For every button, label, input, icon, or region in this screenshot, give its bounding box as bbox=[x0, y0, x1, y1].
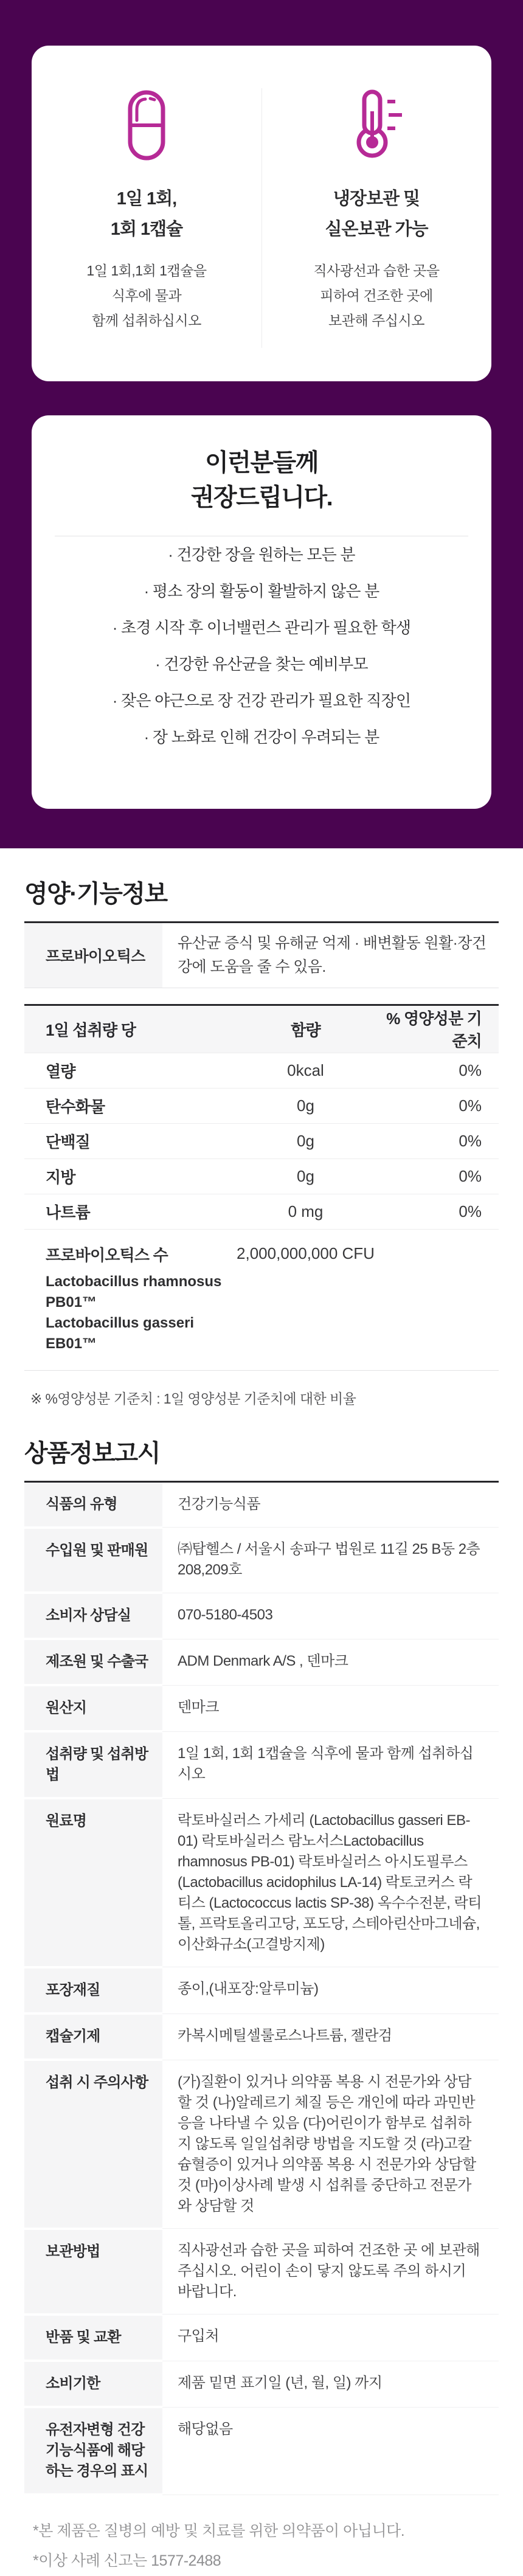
nutrient-name: 지방 bbox=[46, 1168, 75, 1186]
product-info-value: 락토바실러스 가세리 (Lactobacillus gasseri EB-01) 락토바실러스 람노서스Lactobacillus rhamnosus PB-01) 락토바실러스 아시도필루스(Lactobacillus acidophilus LA-14) 락토코커스 락티스 (Lactococcus lactis SP-38) 옥수수전분, 락티톨, 프락토올리고당, 포도당, 스테아린산마그네슘, 이산화규소(고결방지제) bbox=[162, 1798, 499, 1967]
nutrient-amount: 0g bbox=[297, 1096, 314, 1115]
recommendation-title: 이런분들께 권장드립니다. bbox=[190, 449, 333, 511]
dosage-instructions: 1일 1회,1회 1캡슐을 식후에 물과 함께 섭취하십시오 bbox=[86, 262, 207, 328]
product-info-value: 구입처 bbox=[162, 2315, 499, 2361]
disclaimer-line-1: *본 제품은 질병의 예방 및 치료를 위한 의약품이 아닙니다. bbox=[33, 2522, 405, 2540]
nutrition-header-dv: % 영양성분 기준치 bbox=[386, 1009, 482, 1050]
thermometer-icon bbox=[262, 89, 491, 164]
dosage-title-line1: 1일 1회, bbox=[116, 189, 177, 209]
product-info-row bbox=[24, 1593, 499, 1639]
storage-title-line2: 실온보관 가능 bbox=[325, 219, 428, 239]
recommendation-list bbox=[32, 536, 491, 755]
probiotics-label-block bbox=[24, 1243, 228, 1354]
nutrient-name: 단백질 bbox=[46, 1132, 90, 1151]
nutrient-dv: 0% bbox=[459, 1061, 482, 1079]
product-info-row bbox=[24, 1967, 499, 2013]
recommendation-item: · 평소 장의 활동이 활발하지 않은 분 bbox=[144, 581, 379, 600]
product-info-label: 캡슐기제 bbox=[24, 2013, 162, 2060]
dosage-title-line2: 1회 1캡슐 bbox=[110, 219, 183, 239]
nutrient-amount: 0kcal bbox=[287, 1061, 324, 1079]
nutrition-row bbox=[24, 1159, 499, 1194]
nutrient-amount: 0 mg bbox=[288, 1202, 324, 1220]
product-info-value: 건강기능식품 bbox=[162, 1481, 499, 1528]
function-label: 프로바이오틱스 bbox=[24, 923, 162, 988]
product-info-value: (가)질환이 있거나 의약품 복용 시 전문가와 상담할 것 (나)알레르기 체질 등은 개인에 따라 과민반응을 나타낼 수 있음 (다)어린이가 함부로 섭취하지 않도록 일일섭취량 방법을 지도할 것 (라)고칼슘혈증이 있거나 의약품 복용 시 전문가와 상담할 것 (마)이상사례 발생 시 섭취를 중단하고 전문가와 상담할 것 bbox=[162, 2060, 499, 2229]
hero-section bbox=[0, 0, 523, 848]
product-info-row bbox=[24, 1528, 499, 1593]
nutrition-row bbox=[24, 1194, 499, 1230]
disclaimer-line-2: *이상 사례 신고는 1577-2488 bbox=[33, 2552, 221, 2570]
probiotics-count-label: 프로바이오틱스 수 bbox=[46, 1245, 168, 1264]
product-info-value: ADM Denmark A/S , 덴마크 bbox=[162, 1639, 499, 1685]
product-info-row bbox=[24, 1731, 499, 1798]
nutrition-row bbox=[24, 1124, 499, 1159]
storage-column bbox=[262, 89, 491, 381]
disclaimer-block bbox=[24, 2496, 499, 2576]
product-info-row bbox=[24, 2013, 499, 2060]
nutrient-dv: 0% bbox=[459, 1131, 482, 1150]
nutrition-row bbox=[24, 1089, 499, 1124]
capsule-icon bbox=[32, 89, 262, 164]
nutrition-header-amount: 함량 bbox=[291, 1020, 320, 1039]
product-info-label: 원료명 bbox=[24, 1798, 162, 1967]
product-info-label: 유전자변형 건강 기능식품에 해당 하는 경우의 표시 bbox=[24, 2407, 162, 2495]
probiotics-cfu-value: 2,000,000,000 CFU bbox=[237, 1244, 375, 1262]
product-info-row bbox=[24, 1798, 499, 1967]
product-info-value: 종이,(내포장:알루미늄) bbox=[162, 1967, 499, 2013]
product-info-label: 수입원 및 판매원 bbox=[24, 1528, 162, 1593]
function-value: 유산균 증식 및 유해균 억제 · 배변활동 원활·장건강에 도움을 줄 수 있음. bbox=[178, 935, 487, 975]
recommendation-item: · 건강한 유산균을 찾는 예비부모 bbox=[155, 654, 368, 673]
dosage-column bbox=[32, 89, 262, 381]
nutrient-name: 탄수화물 bbox=[46, 1097, 105, 1116]
product-info-label: 제조원 및 수출국 bbox=[24, 1639, 162, 1685]
product-info-row bbox=[24, 1639, 499, 1685]
product-info-row bbox=[24, 2361, 499, 2407]
storage-title bbox=[262, 184, 491, 245]
product-info-section-title: 상품정보고시 bbox=[24, 1439, 160, 1467]
product-info-value: 제품 밑면 표기일 (년, 월, 일) 까지 bbox=[162, 2361, 499, 2407]
nutrient-amount: 0g bbox=[297, 1131, 314, 1150]
product-info-value: 1일 1회, 1회 1캡슐을 식후에 물과 함께 섭취하십시오 bbox=[162, 1731, 499, 1798]
nutrition-section-title: 영양·기능정보 bbox=[24, 881, 167, 907]
function-table bbox=[24, 921, 499, 988]
product-info-label: 보관방법 bbox=[24, 2229, 162, 2315]
product-info-value: 덴마크 bbox=[162, 1685, 499, 1731]
nutrient-dv: 0% bbox=[459, 1166, 482, 1185]
product-info-value: ㈜탑헬스 / 서울시 송파구 법원로 11길 25 B동 2층 208,209호 bbox=[162, 1528, 499, 1593]
nutrient-dv: 0% bbox=[459, 1096, 482, 1115]
product-info-row bbox=[24, 2060, 499, 2229]
product-info-value: 카복시메틸셀룰로스나트륨, 젤란검 bbox=[162, 2013, 499, 2060]
product-info-table bbox=[24, 1481, 499, 2496]
nutrition-footnote: ※ %영양성분 기준치 : 1일 영양성분 기준치에 대한 비율 bbox=[30, 1390, 356, 1407]
product-info-rows bbox=[24, 1481, 499, 2495]
product-info-row bbox=[24, 2315, 499, 2361]
product-info-row bbox=[24, 1481, 499, 1528]
probiotics-count-row bbox=[24, 1230, 499, 1371]
nutrient-amount: 0g bbox=[297, 1166, 314, 1185]
product-info-row bbox=[24, 2229, 499, 2315]
nutrient-dv: 0% bbox=[459, 1202, 482, 1220]
product-info-value: 직사광선과 습한 곳을 피하여 건조한 곳 에 보관해 주십시오. 어린이 손이 닿지 않도록 주의 하시기 바랍니다. bbox=[162, 2229, 499, 2315]
nutrition-table bbox=[24, 1004, 499, 1371]
nutrition-header-serving: 1일 섭취량 당 bbox=[46, 1020, 136, 1039]
product-info-label: 반품 및 교환 bbox=[24, 2315, 162, 2361]
product-info-label: 식품의 유형 bbox=[24, 1481, 162, 1528]
product-info-label: 원산지 bbox=[24, 1685, 162, 1731]
product-info-row bbox=[24, 1685, 499, 1731]
storage-title-line1: 냉장보관 및 bbox=[333, 189, 420, 209]
probiotics-strain-2: Lactobacillus gasseri EB01™ bbox=[46, 1314, 195, 1352]
recommendation-item: · 건강한 장을 원하는 모든 분 bbox=[168, 545, 355, 564]
nutrient-name: 나트륨 bbox=[46, 1203, 90, 1222]
nutrition-rows bbox=[24, 1053, 499, 1230]
product-info-label: 섭취 시 주의사항 bbox=[24, 2060, 162, 2229]
recommendation-item: · 장 노화로 인해 건강이 우려되는 분 bbox=[144, 727, 379, 746]
product-info-label: 소비기한 bbox=[24, 2361, 162, 2407]
probiotics-strain-1: Lactobacillus rhamnosus PB01™ bbox=[46, 1273, 222, 1311]
product-info-label: 섭취량 및 섭취방법 bbox=[24, 1731, 162, 1798]
storage-instructions: 직사광선과 습한 곳을 피하여 건조한 곳에 보관해 주십시오 bbox=[313, 262, 440, 328]
recommendation-item: · 잦은 야근으로 장 건강 관리가 필요한 직장인 bbox=[112, 691, 411, 710]
recommendation-card bbox=[32, 415, 491, 809]
dosage-title bbox=[32, 184, 262, 245]
info-section bbox=[0, 848, 523, 2576]
nutrition-table-header bbox=[24, 1006, 499, 1053]
usage-storage-card bbox=[32, 46, 491, 381]
nutrition-row bbox=[24, 1053, 499, 1089]
nutrient-name: 열량 bbox=[46, 1062, 75, 1081]
recommendation-item: · 초경 시작 후 이너밸런스 관리가 필요한 학생 bbox=[112, 618, 411, 637]
product-info-row bbox=[24, 2407, 499, 2495]
product-info-value: 070-5180-4503 bbox=[162, 1593, 499, 1639]
product-info-label: 소비자 상담실 bbox=[24, 1593, 162, 1639]
product-info-value: 해당없음 bbox=[162, 2407, 499, 2495]
product-info-label: 포장재질 bbox=[24, 1967, 162, 2013]
